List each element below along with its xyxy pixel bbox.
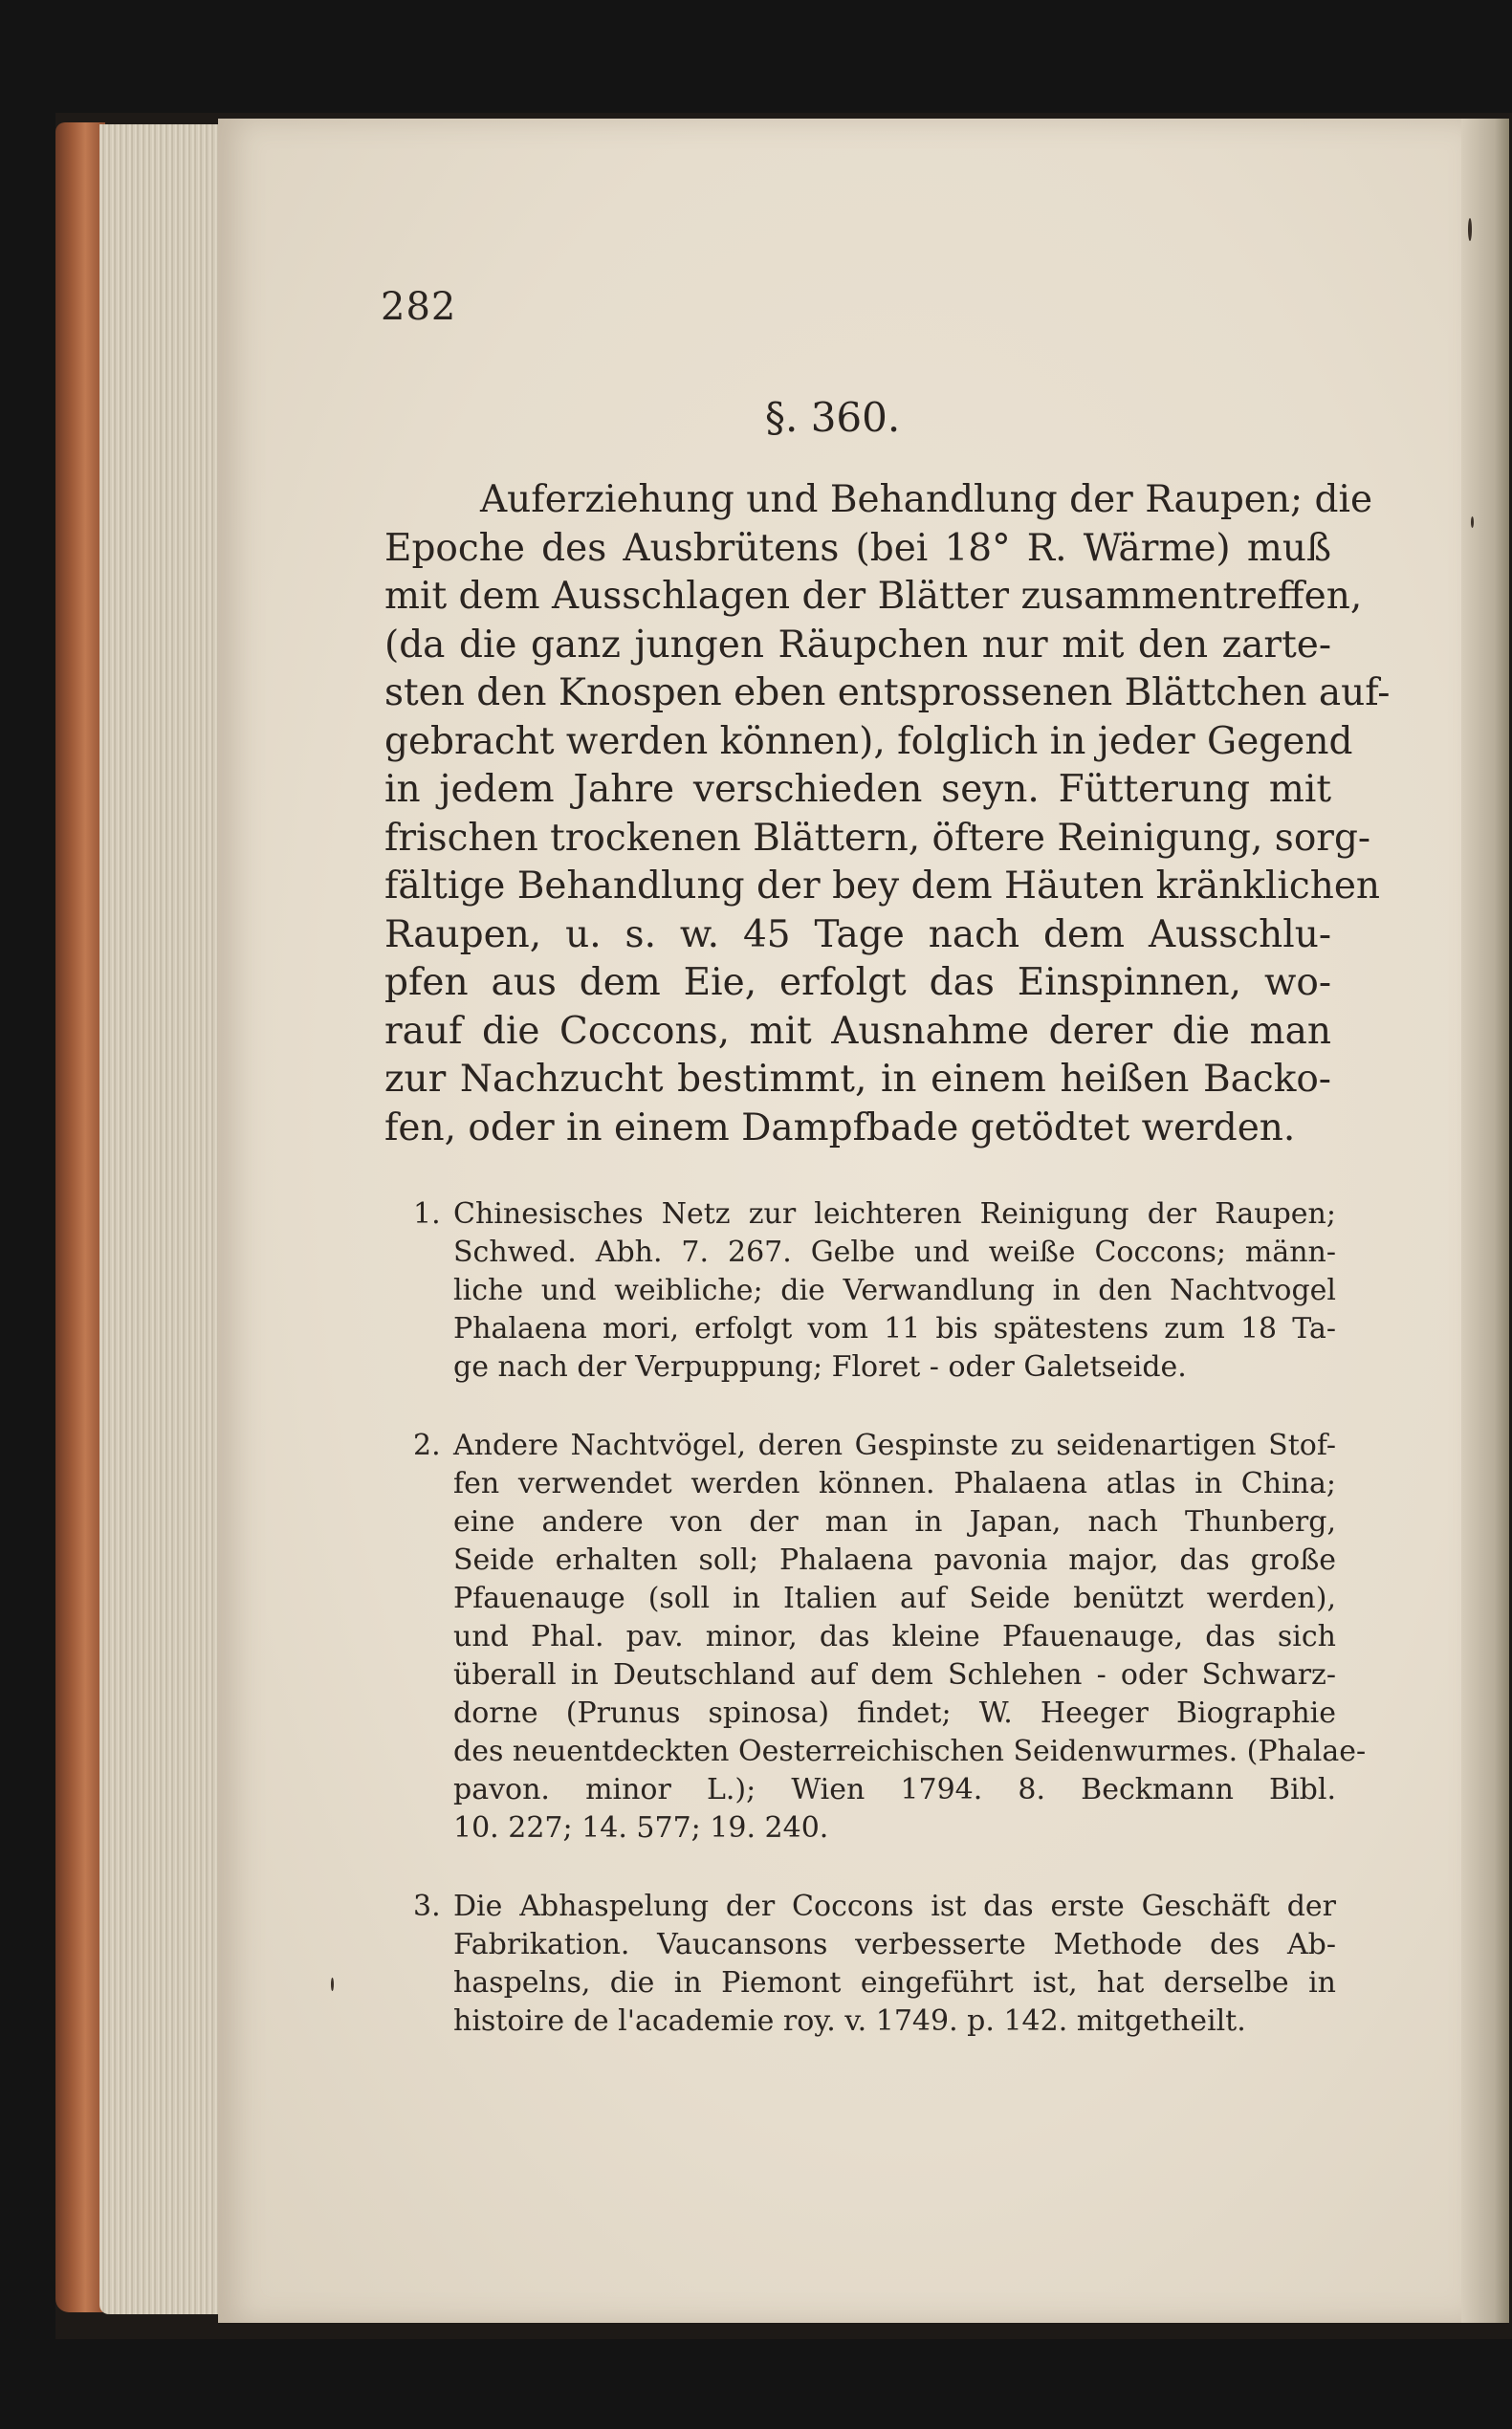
note-line: Die Abhaspelung der Coccons ist das erste Geschäft der [453,1890,1336,1923]
page-number: 282 [381,285,457,329]
main-text-line: sten den Knospen eben entsprossenen Blättchen auf- [384,671,1391,714]
main-text-line: fen, oder in einem Dampfbade getödtet werden. [384,1105,1296,1149]
note-line: haspelns, die in Piemont eingeführt ist, hat derselbe in [453,1966,1336,2000]
main-paragraph [384,476,1391,1152]
note-line: überall in Deutschland auf dem Schlehen - oder Schwarz- [453,1658,1336,1692]
main-text-line: rauf die Coccons, mit Ausnahme derer die man [384,1009,1331,1053]
main-text-line: pfen aus dem Eie, erfolgt das Einspinnen, wo- [384,961,1331,1004]
main-text-line: frischen trockenen Blättern, öftere Reinigung, sorg- [384,816,1371,860]
note-line: Fabrikation. Vaucansons verbesserte Methode des Ab- [453,1928,1336,1961]
note-line: Phalaena mori, erfolgt vom 11 bis spätestens zum 18 Ta- [453,1312,1336,1346]
note-line: fen verwendet werden können. Phalaena atlas in China; [453,1467,1336,1500]
main-text-line: zur Nachzucht bestimmt, in einem heißen Backo- [384,1058,1331,1101]
note-line: ge nach der Verpuppung; Floret - oder Galetseide. [453,1350,1187,1384]
main-text-line: mit dem Ausschlagen der Blätter zusammentreffen, [384,575,1363,618]
section-heading: §. 360. [765,394,901,441]
note-line: histoire de l'academie roy. v. 1749. p. 142. mitgetheilt. [453,2004,1246,2038]
paper-speck [1471,516,1474,528]
main-text-line: Auferziehung und Behandlung der Raupen; die [480,478,1373,521]
main-text-line: gebracht werden können), folglich in jeder Gegend [384,719,1353,763]
note-line: Chinesisches Netz zur leichteren Reinigung der Raupen; [453,1197,1336,1231]
note-line: Pfauenauge (soll in Italien auf Seide benützt werden), [453,1582,1336,1615]
page-stack-edge [99,124,224,2314]
main-text-line: in jedem Jahre verschieden seyn. Fütterung mit [384,768,1331,811]
note-line: Seide erhalten soll; Phalaena pavonia major, das große [453,1543,1336,1577]
note-line: Andere Nachtvögel, deren Gespinste zu seidenartigen Stof- [453,1429,1336,1462]
main-text-line: Raupen, u. s. w. 45 Tage nach dem Ausschlu- [384,912,1331,956]
main-text-line: fältige Behandlung der bey dem Häuten kränklichen [384,864,1381,908]
book-cover-edge [55,122,105,2312]
paper-speck [1468,218,1472,241]
note-line: 10. 227; 14. 577; 19. 240. [453,1811,829,1845]
paper-speck [331,1978,334,1991]
footnotes [413,1195,1367,2081]
note-line: dorne (Prunus spinosa) findet; W. Heeger Biographie [453,1696,1336,1730]
note-line: des neuentdeckten Oesterreichischen Seidenwurmes. (Phalae- [453,1735,1367,1768]
note-number: 2. [413,1429,441,1462]
note-1 [413,1195,1336,1387]
note-number: 1. [413,1197,441,1231]
note-line: und Phal. pav. minor, das kleine Pfauenauge, das sich [453,1620,1336,1653]
note-line: Schwed. Abh. 7. 267. Gelbe und weiße Coccons; männ- [453,1236,1336,1269]
facing-page-edge [1461,119,1509,2323]
main-text-line: Epoche des Ausbrütens (bei 18° R. Wärme) muß [384,526,1331,570]
note-line: eine andere von der man in Japan, nach Thunberg, [453,1505,1336,1539]
note-2 [413,1427,1367,1848]
note-number: 3. [413,1890,441,1923]
note-line: liche und weibliche; die Verwandlung in den Nachtvogel [453,1274,1336,1307]
note-line: pavon. minor L.); Wien 1794. 8. Beckmann Bibl. [453,1773,1336,1806]
main-text-line: (da die ganz jungen Räupchen nur mit den zarte- [384,623,1331,667]
note-3 [413,1888,1336,2041]
